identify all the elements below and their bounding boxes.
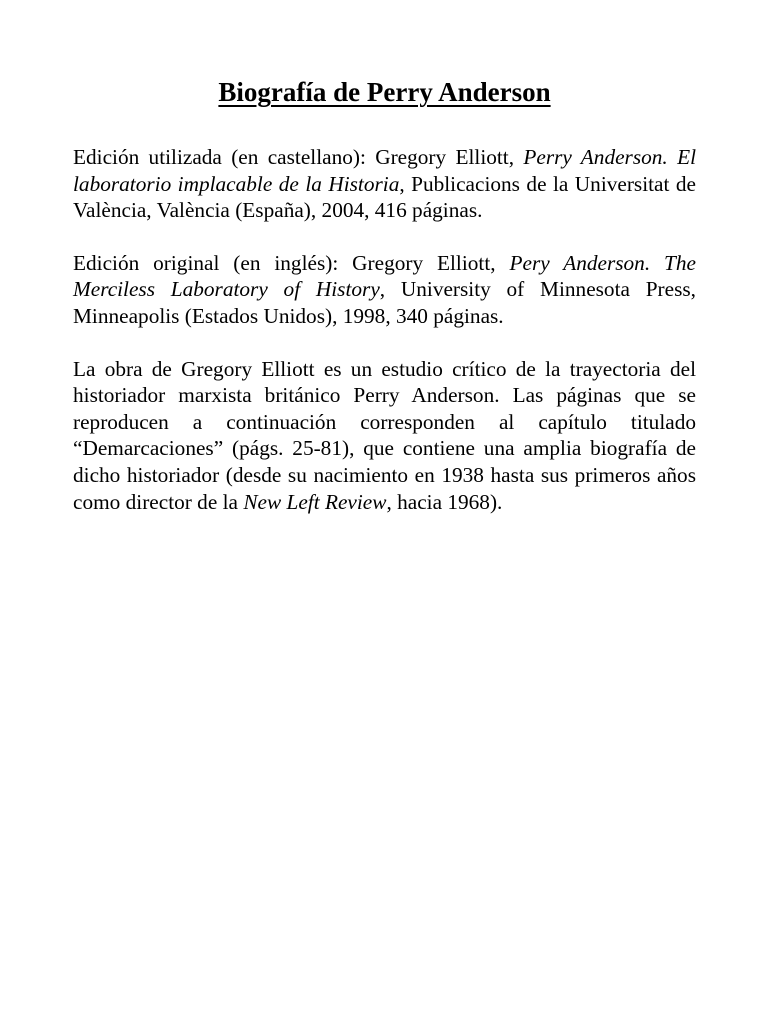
edition-spanish-book-title: Perry Anderson. El laboratorio implacable de la Historia [73,145,697,196]
edition-original-paragraph [73,250,696,330]
description-journal: New Left Review [243,489,387,514]
edition-original-book-title: Pery Anderson. The Merciless Laboratory of History [73,250,696,302]
edition-original-prefix: Edición original (en inglés): Gregory Elliott, [73,250,510,275]
page-title: Biografía de Perry Anderson [218,77,551,107]
description-text-after: , hacia 1968). [386,489,503,514]
document-page [73,72,696,541]
edition-original-suffix: , University of Minnesota Press, Minneapolis (Estados Unidos), 1998, 340 páginas. [73,277,696,328]
edition-spanish-paragraph [73,144,696,224]
edition-spanish-prefix: Edición utilizada (en castellano): Gregory Elliott, [73,145,524,169]
edition-spanish-suffix: , Publicacions de la Universitat de València, València (España), 2004, 416 páginas. [73,171,696,223]
description-text-before: La obra de Gregory Elliott es un estudio crítico de la trayectoria del historiador marxista británico Perry Anderson. Las páginas que se reproducen a continuación corresponden al capítulo titulado “Demarcaciones” (págs. 25-81), que contiene una amplia biografía de dicho historiador (desde su nacimiento en 1938 hasta sus primeros años como director de la [73,356,696,514]
description-paragraph [73,356,696,516]
